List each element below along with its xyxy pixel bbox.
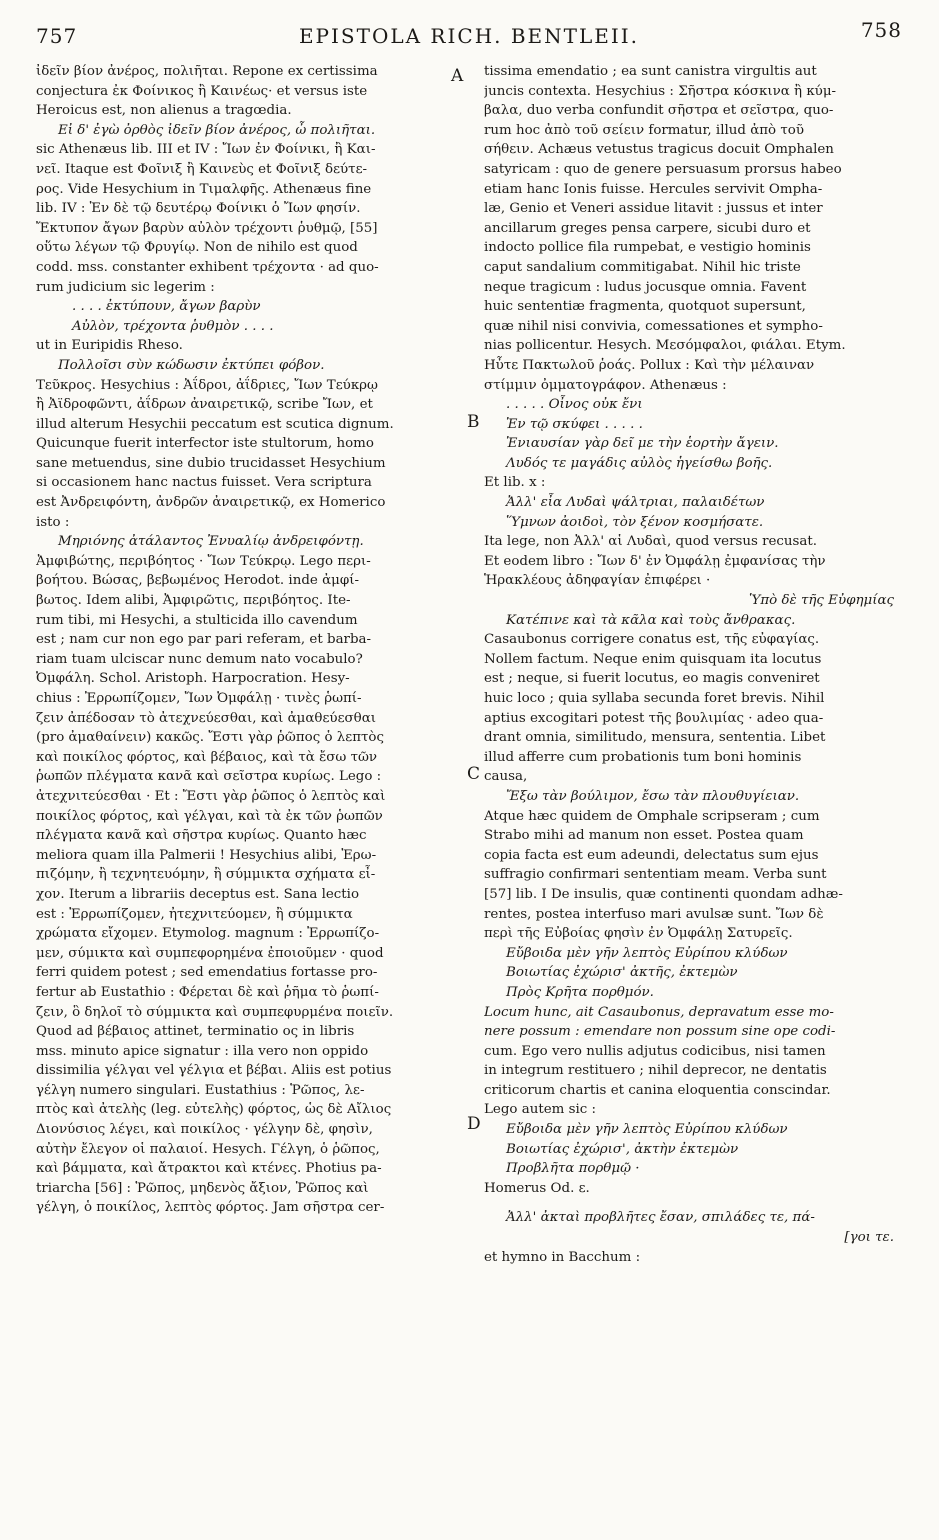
text-line: satyricam : quo de genere persuasum prorsus habeo bbox=[484, 161, 842, 177]
text-line: πλέγματα κανᾶ καὶ σῆστρα κυρίως. Quanto hæc bbox=[36, 828, 367, 844]
text-line: rentes, postea interfuso mari avulsæ sunt. Ἴων δὲ bbox=[484, 906, 824, 922]
text-line: fertur ab Eustathio : Φέρεται δὲ καὶ ῥῆμα τὸ ῥωπί- bbox=[36, 984, 379, 1000]
margin-marker-c: C bbox=[467, 764, 481, 784]
text-line: et hymno in Bacchum : bbox=[484, 1249, 641, 1265]
text-line: Ἐνιαυσίαν γὰρ δεῖ με τὴν ἑορτὴν ἄγειν. bbox=[506, 436, 779, 452]
text-line: Lego autem sic : bbox=[484, 1102, 596, 1118]
text-line: Ηὖτε Πακτωλοῦ ῥοάς. Pollux : Καὶ τὴν μέλαιναν bbox=[484, 357, 815, 373]
text-line: Ἀμφιβώτης, περιβόητος · Ἴων Τεύκρῳ. Lego περι- bbox=[36, 553, 371, 569]
text-line: Βοιωτίας ἐχώρισ' ἀκτῆς, ἐκτεμὼν bbox=[506, 965, 738, 981]
text-line: codd. mss. constanter exhibent τρέχοντα · ad quo- bbox=[36, 259, 379, 275]
text-line: si occasionem hanc nactus fuisset. Vera scriptura bbox=[36, 475, 372, 491]
text-line: ζειν, ὃ δηλοῖ τὸ σύμμικτα καὶ συμπεφυρμένα ποιεῖν. bbox=[36, 1004, 394, 1020]
text-line: ἀτεχνιτεύεσθαι · Et : Ἔστι γὰρ ῥῶπος ὁ λεπτὸς καὶ bbox=[36, 788, 386, 804]
text-line: nias pollicentur. Hesych. Μεσόμφαλοι, φιάλαι. Etym. bbox=[484, 338, 846, 354]
text-line: βωτος. Idem alibi, Ἀμφιρῶτις, περιβόητος. Ite- bbox=[36, 593, 351, 609]
text-line: est : Ἐρρωπίζομεν, ἠτεχνιτεύομεν, ἢ σύμμικτα bbox=[36, 906, 353, 922]
text-line: mss. minuto apice signatur : illa vero non oppido bbox=[36, 1043, 369, 1059]
text-line: etiam hanc Ionis fuisse. Hercules servivit Ompha- bbox=[484, 181, 823, 197]
text-line: rum tibi, mi Hesychi, a stulticida illo cavendum bbox=[36, 612, 358, 628]
text-line: οὕτω λέγων τῷ Φρυγίῳ. Non de nihilo est quod bbox=[36, 240, 358, 256]
text-line: cum. Ego vero nullis adjutus codicibus, nisi tamen bbox=[484, 1043, 826, 1059]
text-line: Strabo mihi ad manum non esset. Postea quam bbox=[484, 828, 804, 844]
text-line: Αὐλὸν, τρέχοντα ῥυθμὸν . . . . bbox=[72, 318, 274, 334]
text-line: Et eodem libro : Ἴων δ' ἐν Ὀμφάλῃ ἐμφανίσας τὴν bbox=[484, 553, 826, 569]
text-line: est ; neque, si fuerit locutus, eo magis conveniret bbox=[484, 671, 820, 687]
text-line: στίμμιν ὀμματογράφον. Athenæus : bbox=[484, 377, 727, 393]
margin-marker-a: A bbox=[451, 66, 464, 86]
text-line: Ἔκτυπον ἄγων βαρὺν αὐλὸν τρέχοντι ῥυθμῷ, [55] bbox=[36, 220, 378, 236]
text-line: Βοιωτίας ἐχώρισ', ἀκτὴν ἐκτεμὼν bbox=[506, 1141, 739, 1157]
text-line: ῥωπῶν πλέγματα κανᾶ καὶ σεῖστρα κυρίως. Lego : bbox=[36, 769, 382, 785]
text-line: Ὑπὸ δὲ τῆς Εὐφημίας bbox=[748, 593, 894, 609]
text-line: Λυδός τε μαγάδις αὐλὸς ἡγείσθω βοῆς. bbox=[506, 455, 773, 471]
text-line: καὶ βάμματα, καὶ ἄτρακτοι καὶ κτένες. Photius pa- bbox=[36, 1161, 382, 1177]
text-line: Et lib. x : bbox=[484, 475, 546, 491]
text-line: aptius excogitari potest τῆς βουλιμίας · adeo qua- bbox=[484, 710, 824, 726]
text-line: rum hoc ἀπὸ τοῦ σείειν formatur, illud ἀπὸ τοῦ bbox=[484, 122, 804, 138]
text-line: Ita lege, non Ἀλλ' αἱ Λυδαὶ, quod versus recusat. bbox=[484, 534, 818, 550]
text-line: πτὸς καὶ ἀτελὴς (leg. εὐτελὴς) φόρτος, ὡς δὲ Αἴλιος bbox=[36, 1102, 392, 1118]
text-line: sane metuendus, sine dubio trucidasset Hesychium bbox=[36, 455, 386, 471]
text-line: Εἰ δ' ἐγὼ ὀρθὸς ἰδεῖν βίον ἀνέρος, ὦ πολιῆται. bbox=[58, 122, 376, 138]
text-line: Ἐν τῷ σκύφει . . . . . bbox=[506, 416, 643, 432]
line-gap bbox=[484, 1198, 904, 1208]
text-line: Πολλοῖσι σὺν κώδωσιν ἐκτύπει φόβον. bbox=[58, 357, 325, 373]
text-line: isto : bbox=[36, 514, 70, 530]
text-line: Ἀλλ' εἶα Λυδαὶ ψάλτριαι, παλαιδέτων bbox=[506, 495, 765, 511]
text-line: quæ nihil nisi convivia, comessationes et sympho- bbox=[484, 318, 823, 334]
text-line: riam tuam ulciscar nunc demum nato vocabulo? bbox=[36, 651, 363, 667]
page-number-left: 757 bbox=[36, 24, 78, 48]
text-line: caput sandalium commitigabat. Nihil hic triste bbox=[484, 259, 801, 275]
text-line: ρος. Vide Hesychium in Τιμαλφῆς. Athenæus fine bbox=[36, 181, 372, 197]
text-line: γέλγη numero singulari. Eustathius : Ῥῶπος, λε- bbox=[36, 1082, 365, 1098]
text-line: [γοι τε. bbox=[844, 1230, 894, 1246]
text-line: ut in Euripidis Rheso. bbox=[36, 338, 183, 354]
text-line: causa, bbox=[484, 769, 528, 785]
text-line: indocto pollice fila rumpebat, e vestigio hominis bbox=[484, 240, 811, 256]
text-line: ἰδεῖν βίον ἀνέρος, πολιῆται. Repone ex certissima bbox=[36, 64, 378, 79]
text-line: Ἀλλ' ἀκταὶ προβλῆτες ἔσαν, σπιλάδες τε, πά- bbox=[506, 1210, 815, 1226]
text-line: χρώματα εἴχομεν. Etymolog. magnum : Ἐρρωπίζο- bbox=[36, 926, 380, 942]
text-line: Μηριόνης ἀτάλαντος Ἐνυαλίῳ ἀνδρειφόντῃ. bbox=[58, 534, 364, 550]
text-line: neque tragicum : ludus jocusque omnia. Favent bbox=[484, 279, 807, 295]
text-line: βαλα, duo verba confundit σῆστρα et σεῖστρα, quo- bbox=[484, 103, 834, 119]
text-line: læ, Genio et Veneri assidue litavit : jussus et inter bbox=[484, 201, 823, 217]
text-line: est Ἀνδρειφόντη, ἀνδρῶν ἀναιρετικῷ, ex Homerico bbox=[36, 495, 386, 511]
text-line: illud afferre cum probationis tum boni hominis bbox=[484, 749, 802, 765]
text-line: conjectura ἐκ Φοίνικος ἢ Καινέως· et versus iste bbox=[36, 83, 368, 99]
text-line: . . . . . Οἶνος οὐκ ἔνι bbox=[506, 397, 643, 413]
text-line: sic Athenæus lib. III et IV : Ἴων ἐν Φοίνικι, ἢ Και- bbox=[36, 142, 376, 158]
text-line: huic loco ; quia syllaba secunda foret brevis. Nihil bbox=[484, 691, 825, 706]
text-line: αὐτὴν ἔλεγον οἱ παλαιοί. Hesych. Γέλγη, ὁ ῥῶπος, bbox=[36, 1141, 380, 1157]
text-line: (pro ἀμαθαίνειν) κακῶς. Ἔστι γὰρ ῥῶπος ὁ λεπτὸς bbox=[36, 730, 384, 746]
text-line: γέλγη, ὁ ποικίλος, λεπτὸς φόρτος. Jam σῆστρα cer- bbox=[36, 1200, 385, 1216]
running-title: EPISTOLA RICH. BENTLEII. bbox=[298, 24, 640, 48]
text-line: Εὔβοιδα μὲν γῆν λεπτὸς Εὐρίπου κλύδων bbox=[506, 1122, 788, 1138]
page-number-right: 758 bbox=[860, 18, 902, 42]
text-line: νεῖ. Itaque est Φοῖνιξ ἢ Καινεὺς et Φοῖνιξ δεύτε- bbox=[36, 161, 368, 177]
text-line: Homerus Od. ε. bbox=[484, 1180, 590, 1196]
text-line: triarcha [56] : Ῥῶπος, μηδενὸς ἄξιον, Ῥῶπος καὶ bbox=[36, 1180, 369, 1196]
text-line: huic sententiæ fragmenta, quotquot supersunt, bbox=[484, 299, 806, 315]
text-line: suffragio confirmari sententiam meam. Verba sunt bbox=[484, 867, 827, 883]
text-line: Προβλῆτα πορθμῷ · bbox=[506, 1161, 640, 1177]
right-text-column bbox=[484, 62, 904, 1267]
text-line: Quicunque fuerit interfector iste stultorum, homo bbox=[36, 436, 374, 452]
text-line: Τεῦκρος. Hesychius : Ἀΐδροι, ἀΐδριες, Ἴων Τεύκρῳ bbox=[36, 377, 378, 393]
text-line: Πρὸς Κρῆτα πορθμόν. bbox=[506, 984, 654, 1000]
text-line: lib. IV : Ἐν δὲ τῷ δευτέρῳ Φοίνικι ὁ Ἴων φησίν. bbox=[36, 201, 361, 217]
text-line: Atque hæc quidem de Omphale scripseram ; cum bbox=[484, 808, 820, 824]
text-line: copia facta est eum adeundi, delectatus sum ejus bbox=[484, 847, 819, 863]
text-line: μεν, σύμικτα καὶ συμπεφορημένα ἐποιοῦμεν · quod bbox=[36, 945, 384, 961]
left-text-column bbox=[36, 62, 464, 1218]
text-line: in integrum restituero ; nihil deprecor, ne dentatis bbox=[484, 1063, 827, 1079]
text-line: Ὕμνων ἀοιδοὶ, τὸν ξένον κοσμήσατε. bbox=[506, 514, 764, 530]
text-line: dissimilia γέλγαι vel γέλγια et βέβαι. Aliis est potius bbox=[36, 1063, 392, 1079]
text-line: βοήτου. Βώσας, βεβωμένος Herodot. inde ἀμφί- bbox=[36, 573, 359, 589]
text-line: Κατέπινε καὶ τὰ κᾶλα καὶ τοὺς ἄνθρακας. bbox=[506, 612, 796, 628]
text-line: ἢ Ἀϊδροφῶντι, ἀΐδρων ἀναιρετικῷ, scribe Ἴων, et bbox=[36, 397, 373, 413]
text-line: Quod ad βέβαιος attinet, terminatio ος in libris bbox=[36, 1024, 355, 1040]
text-line: ancillarum greges pensa carpere, sicubi duro et bbox=[484, 220, 811, 236]
text-line: ζειν ἀπέδοσαν τὸ ἀτεχνεύεσθαι, καὶ ἀμαθεύεσθαι bbox=[36, 710, 376, 726]
text-line: χον. Iterum a librariis deceptus est. Sana lectio bbox=[36, 886, 360, 902]
text-line: nere possum : emendare non possum sine ope codi- bbox=[484, 1024, 836, 1040]
text-line: drant omnia, similitudo, mensura, sententia. Libet bbox=[484, 730, 826, 746]
text-line: Locum hunc, ait Casaubonus, depravatum esse mo- bbox=[484, 1004, 834, 1020]
page-header bbox=[36, 18, 902, 54]
text-line: Nollem factum. Neque enim quisquam ita locutus bbox=[484, 651, 822, 667]
text-line: Ἡρακλέους ἀδηφαγίαν ἐπιφέρει · bbox=[484, 573, 711, 589]
text-line: . . . . ἐκτύπουν, ἄγων βαρὺν bbox=[72, 299, 261, 315]
text-line: Ἔξω τὰν βούλιμον, ἔσω τὰν πλουθυγίειαν. bbox=[506, 788, 800, 804]
text-line: rum judicium sic legerim : bbox=[36, 279, 215, 295]
text-line: ποικίλος φόρτος, καὶ γέλγαι, καὶ τὰ ἐκ τῶν ῥωπῶν bbox=[36, 808, 383, 824]
text-line: tissima emendatio ; ea sunt canistra virgultis aut bbox=[484, 64, 817, 79]
text-line: chius : Ἐρρωπίζομεν, Ἴων Ὀμφάλῃ · τινὲς ῥωπί- bbox=[36, 691, 362, 706]
text-line: Διονύσιος λέγει, καὶ ποικίλος · γέλγην δὲ, φησὶν, bbox=[36, 1122, 373, 1138]
text-line: est ; nam cur non ego par pari referam, et barba- bbox=[36, 632, 372, 648]
text-line: criticorum chartis et canina eloquentia conscindar. bbox=[484, 1082, 831, 1098]
text-line: Εὔβοιδα μὲν γῆν λεπτὸς Εὐρίπου κλύδων bbox=[506, 945, 788, 961]
text-line: περὶ τῆς Εὐβοίας φησὶν ἐν Ὀμφάλῃ Σατυρεῖς. bbox=[484, 926, 793, 942]
text-line: καὶ ποικίλος φόρτος, καὶ βέβαιος, καὶ τὰ ἔσω τῶν bbox=[36, 749, 378, 765]
text-line: σήθειν. Achæus vetustus tragicus docuit Omphalen bbox=[484, 142, 834, 158]
text-line: illud alterum Hesychii peccatum est scutica dignum. bbox=[36, 416, 394, 432]
margin-marker-b: B bbox=[467, 412, 480, 432]
text-line: [57] lib. I De insulis, quæ continenti quondam adhæ- bbox=[484, 886, 843, 902]
text-line: juncis contexta. Hesychius : Σῆστρα κόσκινα ἢ κύμ- bbox=[484, 83, 837, 99]
text-line: meliora quam illa Palmerii ! Hesychius alibi, Ἐρω- bbox=[36, 847, 377, 863]
text-line: πιζόμην, ἢ τεχνητευόμην, ἢ σύμμικτα σχήματα εἶ- bbox=[36, 867, 376, 883]
text-line: ferri quidem potest ; sed emendatius fortasse pro- bbox=[36, 965, 378, 981]
text-line: Casaubonus corrigere conatus est, τῆς εὐφαγίας. bbox=[484, 632, 820, 648]
margin-marker-d: D bbox=[467, 1114, 481, 1134]
text-line: Ὀμφάλη. Schol. Aristoph. Harpocration. Hesy- bbox=[36, 671, 350, 687]
text-line: Heroicus est, non alienus a tragœdia. bbox=[36, 103, 292, 119]
